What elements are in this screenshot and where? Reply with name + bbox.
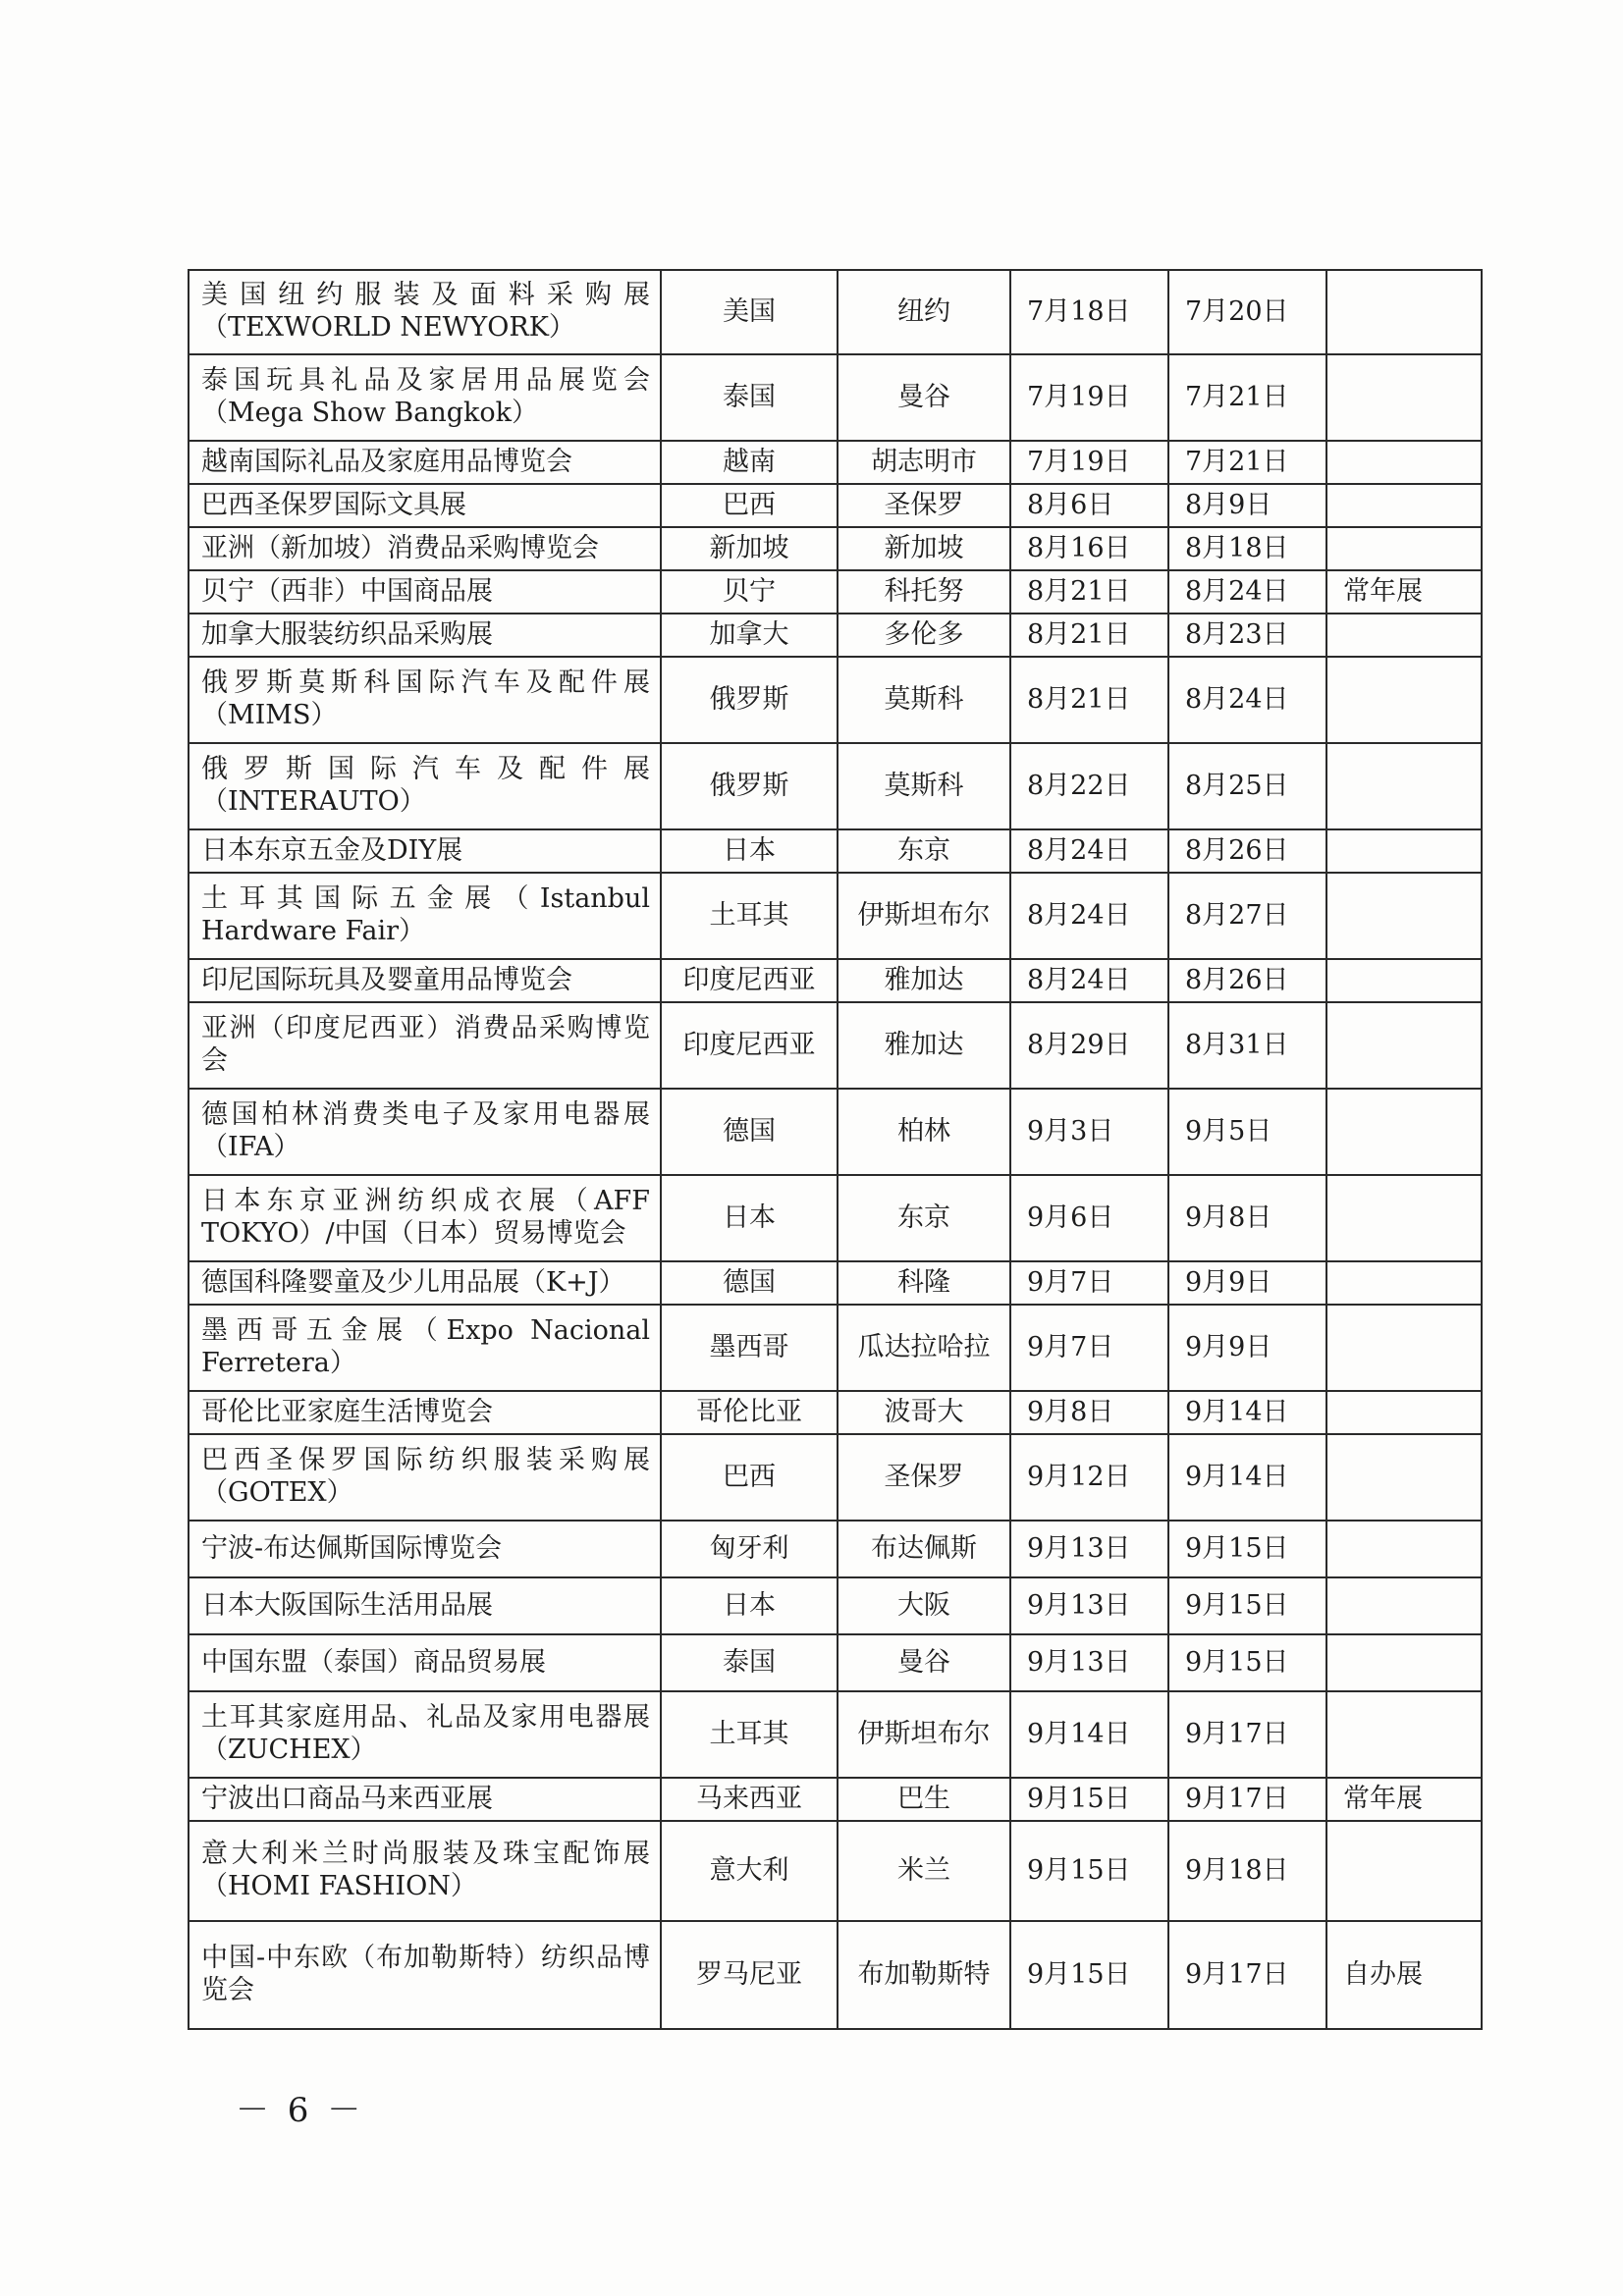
end-date-cell: 9月18日 bbox=[1168, 1821, 1326, 1921]
end-date-cell: 8月24日 bbox=[1168, 657, 1326, 743]
exhibition-name-cell: 宁波出口商品马来西亚展 bbox=[189, 1778, 661, 1821]
note-cell: 自办展 bbox=[1326, 1921, 1482, 2029]
country-cell: 哥伦比亚 bbox=[661, 1391, 838, 1434]
start-date-cell: 7月19日 bbox=[1010, 441, 1168, 484]
end-date-cell: 8月27日 bbox=[1168, 873, 1326, 959]
city-cell: 胡志明市 bbox=[838, 441, 1010, 484]
start-date-cell: 8月21日 bbox=[1010, 614, 1168, 657]
table-row bbox=[189, 1175, 1482, 1261]
exhibition-name-cell: 日本东京五金及DIY展 bbox=[189, 829, 661, 873]
country-cell: 俄罗斯 bbox=[661, 743, 838, 829]
table-row bbox=[189, 441, 1482, 484]
exhibition-name-cell: 贝宁（西非）中国商品展 bbox=[189, 570, 661, 614]
note-cell bbox=[1326, 743, 1482, 829]
city-cell: 新加坡 bbox=[838, 527, 1010, 570]
end-date-cell: 9月15日 bbox=[1168, 1577, 1326, 1634]
exhibition-name-cell: 德国柏林消费类电子及家用电器展（IFA） bbox=[189, 1089, 661, 1175]
note-cell bbox=[1326, 873, 1482, 959]
exhibition-name-cell: 土耳其家庭用品、礼品及家用电器展（ZUCHEX） bbox=[189, 1691, 661, 1778]
country-cell: 巴西 bbox=[661, 484, 838, 527]
table-row bbox=[189, 484, 1482, 527]
end-date-cell: 8月9日 bbox=[1168, 484, 1326, 527]
note-cell bbox=[1326, 1434, 1482, 1521]
country-cell: 德国 bbox=[661, 1261, 838, 1305]
start-date-cell: 9月6日 bbox=[1010, 1175, 1168, 1261]
end-date-cell: 9月17日 bbox=[1168, 1691, 1326, 1778]
table-row bbox=[189, 270, 1482, 354]
end-date-cell: 8月18日 bbox=[1168, 527, 1326, 570]
country-cell: 墨西哥 bbox=[661, 1305, 838, 1391]
start-date-cell: 9月3日 bbox=[1010, 1089, 1168, 1175]
note-cell bbox=[1326, 1521, 1482, 1577]
table-row bbox=[189, 1521, 1482, 1577]
country-cell: 新加坡 bbox=[661, 527, 838, 570]
exhibition-name-cell: 泰国玩具礼品及家居用品展览会（Mega Show Bangkok） bbox=[189, 354, 661, 441]
start-date-cell: 8月24日 bbox=[1010, 829, 1168, 873]
table-row bbox=[189, 1305, 1482, 1391]
start-date-cell: 7月18日 bbox=[1010, 270, 1168, 354]
end-date-cell: 9月9日 bbox=[1168, 1305, 1326, 1391]
end-date-cell: 7月20日 bbox=[1168, 270, 1326, 354]
exhibition-name-cell: 越南国际礼品及家庭用品博览会 bbox=[189, 441, 661, 484]
city-cell: 柏林 bbox=[838, 1089, 1010, 1175]
table-row bbox=[189, 1691, 1482, 1778]
city-cell: 科托努 bbox=[838, 570, 1010, 614]
start-date-cell: 9月13日 bbox=[1010, 1634, 1168, 1691]
end-date-cell: 7月21日 bbox=[1168, 441, 1326, 484]
exhibition-name-cell: 俄罗斯莫斯科国际汽车及配件展（MIMS） bbox=[189, 657, 661, 743]
country-cell: 贝宁 bbox=[661, 570, 838, 614]
start-date-cell: 8月16日 bbox=[1010, 527, 1168, 570]
country-cell: 巴西 bbox=[661, 1434, 838, 1521]
end-date-cell: 8月31日 bbox=[1168, 1002, 1326, 1089]
note-cell bbox=[1326, 657, 1482, 743]
start-date-cell: 9月7日 bbox=[1010, 1261, 1168, 1305]
note-cell bbox=[1326, 270, 1482, 354]
country-cell: 泰国 bbox=[661, 1634, 838, 1691]
city-cell: 雅加达 bbox=[838, 1002, 1010, 1089]
note-cell bbox=[1326, 1002, 1482, 1089]
exhibition-name-cell: 意大利米兰时尚服装及珠宝配饰展（HOMI FASHION） bbox=[189, 1821, 661, 1921]
end-date-cell: 9月9日 bbox=[1168, 1261, 1326, 1305]
note-cell: 常年展 bbox=[1326, 1778, 1482, 1821]
country-cell: 越南 bbox=[661, 441, 838, 484]
table-row bbox=[189, 1778, 1482, 1821]
start-date-cell: 8月21日 bbox=[1010, 657, 1168, 743]
city-cell: 东京 bbox=[838, 1175, 1010, 1261]
note-cell bbox=[1326, 354, 1482, 441]
table-row bbox=[189, 1634, 1482, 1691]
table-row bbox=[189, 1921, 1482, 2029]
end-date-cell: 9月5日 bbox=[1168, 1089, 1326, 1175]
start-date-cell: 8月29日 bbox=[1010, 1002, 1168, 1089]
end-date-cell: 9月8日 bbox=[1168, 1175, 1326, 1261]
end-date-cell: 8月24日 bbox=[1168, 570, 1326, 614]
country-cell: 土耳其 bbox=[661, 1691, 838, 1778]
note-cell bbox=[1326, 1305, 1482, 1391]
country-cell: 俄罗斯 bbox=[661, 657, 838, 743]
note-cell bbox=[1326, 441, 1482, 484]
table-row bbox=[189, 1261, 1482, 1305]
table-row bbox=[189, 873, 1482, 959]
city-cell: 莫斯科 bbox=[838, 743, 1010, 829]
start-date-cell: 8月21日 bbox=[1010, 570, 1168, 614]
note-cell: 常年展 bbox=[1326, 570, 1482, 614]
end-date-cell: 9月15日 bbox=[1168, 1521, 1326, 1577]
exhibition-name-cell: 宁波-布达佩斯国际博览会 bbox=[189, 1521, 661, 1577]
note-cell bbox=[1326, 1577, 1482, 1634]
note-cell bbox=[1326, 1261, 1482, 1305]
country-cell: 日本 bbox=[661, 1175, 838, 1261]
city-cell: 瓜达拉哈拉 bbox=[838, 1305, 1010, 1391]
city-cell: 雅加达 bbox=[838, 959, 1010, 1002]
table-row bbox=[189, 614, 1482, 657]
table-row bbox=[189, 354, 1482, 441]
exhibition-name-cell: 墨西哥五金展（Expo Nacional Ferretera） bbox=[189, 1305, 661, 1391]
page-number: － 6 － bbox=[236, 2091, 365, 2130]
city-cell: 科隆 bbox=[838, 1261, 1010, 1305]
table-row bbox=[189, 1434, 1482, 1521]
city-cell: 米兰 bbox=[838, 1821, 1010, 1921]
city-cell: 巴生 bbox=[838, 1778, 1010, 1821]
city-cell: 东京 bbox=[838, 829, 1010, 873]
exhibition-name-cell: 印尼国际玩具及婴童用品博览会 bbox=[189, 959, 661, 1002]
end-date-cell: 7月21日 bbox=[1168, 354, 1326, 441]
city-cell: 纽约 bbox=[838, 270, 1010, 354]
end-date-cell: 8月23日 bbox=[1168, 614, 1326, 657]
table-row bbox=[189, 657, 1482, 743]
country-cell: 印度尼西亚 bbox=[661, 959, 838, 1002]
country-cell: 加拿大 bbox=[661, 614, 838, 657]
start-date-cell: 9月15日 bbox=[1010, 1921, 1168, 2029]
start-date-cell: 8月6日 bbox=[1010, 484, 1168, 527]
country-cell: 匈牙利 bbox=[661, 1521, 838, 1577]
country-cell: 土耳其 bbox=[661, 873, 838, 959]
exhibition-name-cell: 中国东盟（泰国）商品贸易展 bbox=[189, 1634, 661, 1691]
note-cell bbox=[1326, 829, 1482, 873]
country-cell: 罗马尼亚 bbox=[661, 1921, 838, 2029]
start-date-cell: 9月15日 bbox=[1010, 1821, 1168, 1921]
city-cell: 伊斯坦布尔 bbox=[838, 1691, 1010, 1778]
country-cell: 意大利 bbox=[661, 1821, 838, 1921]
exhibition-name-cell: 中国-中东欧（布加勒斯特）纺织品博览会 bbox=[189, 1921, 661, 2029]
city-cell: 圣保罗 bbox=[838, 484, 1010, 527]
country-cell: 日本 bbox=[661, 829, 838, 873]
city-cell: 多伦多 bbox=[838, 614, 1010, 657]
note-cell bbox=[1326, 1691, 1482, 1778]
end-date-cell: 8月25日 bbox=[1168, 743, 1326, 829]
note-cell bbox=[1326, 614, 1482, 657]
table-row bbox=[189, 1577, 1482, 1634]
exhibition-name-cell: 日本东京亚洲纺织成衣展（AFF TOKYO）/中国（日本）贸易博览会 bbox=[189, 1175, 661, 1261]
country-cell: 马来西亚 bbox=[661, 1778, 838, 1821]
start-date-cell: 9月7日 bbox=[1010, 1305, 1168, 1391]
end-date-cell: 9月14日 bbox=[1168, 1391, 1326, 1434]
note-cell bbox=[1326, 1089, 1482, 1175]
start-date-cell: 8月24日 bbox=[1010, 873, 1168, 959]
end-date-cell: 8月26日 bbox=[1168, 829, 1326, 873]
end-date-cell: 9月17日 bbox=[1168, 1921, 1326, 2029]
note-cell bbox=[1326, 484, 1482, 527]
exhibition-name-cell: 日本大阪国际生活用品展 bbox=[189, 1577, 661, 1634]
end-date-cell: 8月26日 bbox=[1168, 959, 1326, 1002]
start-date-cell: 9月12日 bbox=[1010, 1434, 1168, 1521]
table-row bbox=[189, 1089, 1482, 1175]
table-row bbox=[189, 570, 1482, 614]
city-cell: 波哥大 bbox=[838, 1391, 1010, 1434]
table-row bbox=[189, 1002, 1482, 1089]
note-cell bbox=[1326, 959, 1482, 1002]
start-date-cell: 9月15日 bbox=[1010, 1778, 1168, 1821]
exhibition-name-cell: 俄罗斯国际汽车及配件展（INTERAUTO） bbox=[189, 743, 661, 829]
exhibition-name-cell: 亚洲（印度尼西亚）消费品采购博览会 bbox=[189, 1002, 661, 1089]
end-date-cell: 9月14日 bbox=[1168, 1434, 1326, 1521]
exhibition-name-cell: 巴西圣保罗国际纺织服装采购展（GOTEX） bbox=[189, 1434, 661, 1521]
table-row bbox=[189, 1391, 1482, 1434]
city-cell: 伊斯坦布尔 bbox=[838, 873, 1010, 959]
table-row bbox=[189, 743, 1482, 829]
city-cell: 布加勒斯特 bbox=[838, 1921, 1010, 2029]
end-date-cell: 9月15日 bbox=[1168, 1634, 1326, 1691]
start-date-cell: 7月19日 bbox=[1010, 354, 1168, 441]
start-date-cell: 9月8日 bbox=[1010, 1391, 1168, 1434]
exhibition-name-cell: 亚洲（新加坡）消费品采购博览会 bbox=[189, 527, 661, 570]
exhibition-name-cell: 土耳其国际五金展（Istanbul Hardware Fair） bbox=[189, 873, 661, 959]
note-cell bbox=[1326, 1175, 1482, 1261]
start-date-cell: 9月14日 bbox=[1010, 1691, 1168, 1778]
end-date-cell: 9月17日 bbox=[1168, 1778, 1326, 1821]
note-cell bbox=[1326, 1391, 1482, 1434]
city-cell: 曼谷 bbox=[838, 1634, 1010, 1691]
exhibition-name-cell: 哥伦比亚家庭生活博览会 bbox=[189, 1391, 661, 1434]
exhibition-name-cell: 美国纽约服装及面料采购展（TEXWORLD NEWYORK） bbox=[189, 270, 661, 354]
start-date-cell: 9月13日 bbox=[1010, 1521, 1168, 1577]
country-cell: 泰国 bbox=[661, 354, 838, 441]
start-date-cell: 9月13日 bbox=[1010, 1577, 1168, 1634]
table-row bbox=[189, 829, 1482, 873]
exhibition-table-body bbox=[189, 270, 1482, 2029]
table-row bbox=[189, 527, 1482, 570]
country-cell: 美国 bbox=[661, 270, 838, 354]
note-cell bbox=[1326, 1821, 1482, 1921]
exhibition-name-cell: 加拿大服装纺织品采购展 bbox=[189, 614, 661, 657]
city-cell: 曼谷 bbox=[838, 354, 1010, 441]
city-cell: 大阪 bbox=[838, 1577, 1010, 1634]
country-cell: 印度尼西亚 bbox=[661, 1002, 838, 1089]
start-date-cell: 8月24日 bbox=[1010, 959, 1168, 1002]
city-cell: 布达佩斯 bbox=[838, 1521, 1010, 1577]
note-cell bbox=[1326, 527, 1482, 570]
country-cell: 德国 bbox=[661, 1089, 838, 1175]
note-cell bbox=[1326, 1634, 1482, 1691]
table-row bbox=[189, 1821, 1482, 1921]
exhibition-name-cell: 德国科隆婴童及少儿用品展（K+J） bbox=[189, 1261, 661, 1305]
table-row bbox=[189, 959, 1482, 1002]
exhibition-table bbox=[188, 269, 1483, 2030]
country-cell: 日本 bbox=[661, 1577, 838, 1634]
exhibition-name-cell: 巴西圣保罗国际文具展 bbox=[189, 484, 661, 527]
city-cell: 莫斯科 bbox=[838, 657, 1010, 743]
city-cell: 圣保罗 bbox=[838, 1434, 1010, 1521]
start-date-cell: 8月22日 bbox=[1010, 743, 1168, 829]
